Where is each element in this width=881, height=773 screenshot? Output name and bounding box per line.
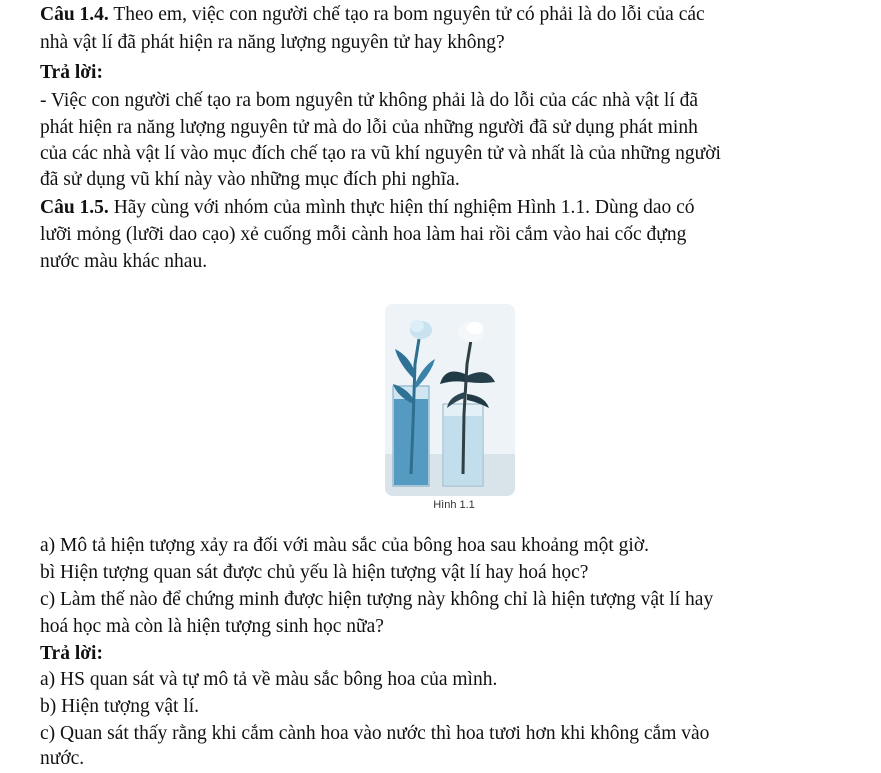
answer-1-line-3: của các nhà vật lí vào mục đích chế tạo ra vũ khí nguyên tử và nhất là của những người — [40, 143, 721, 164]
question-1-5-text-1: Hãy cùng với nhóm của mình thực hiện thí nghiệm Hình 1.1. Dùng dao có — [108, 197, 695, 218]
question-part-a: a) Mô tả hiện tượng xảy ra đối với màu sắc của bông hoa sau khoảng một giờ. — [40, 535, 650, 556]
question-1-5-line-1 — [40, 195, 695, 221]
question-1-4-text-1: Theo em, việc con người chế tạo ra bom nguyên tử có phải là do lỗi của các — [108, 4, 705, 25]
flower-experiment-photo — [385, 304, 515, 496]
question-1-4-label: Câu 1.4. — [40, 4, 109, 25]
answer-2-heading: Trả lời: — [40, 643, 103, 664]
question-1-4-line-1 — [40, 2, 705, 28]
answer-2-line-c-2: nước. — [40, 748, 85, 769]
question-part-c-line-2: hoá học mà còn là hiện tượng sinh học nữa? — [40, 616, 384, 637]
answer-1-line-4: đã sử dụng vũ khí này vào những mục đích phi nghĩa. — [40, 169, 460, 190]
question-1-5-line-3: nước màu khác nhau. — [40, 251, 208, 272]
figure-caption: Hình 1.1 — [433, 499, 475, 511]
answer-2-line-b: b) Hiện tượng vật lí. — [40, 696, 199, 717]
flower-glasses-illustration — [385, 304, 515, 496]
question-part-b: bì Hiện tượng quan sát được chủ yếu là hiện tượng vật lí hay hoá học? — [40, 562, 589, 583]
answer-1-line-2: phát hiện ra năng lượng nguyên tử mà do lỗi của những người đã sử dụng phát minh — [40, 117, 698, 138]
question-1-5-label: Câu 1.5. — [40, 197, 109, 218]
answer-2-line-a: a) HS quan sát và tự mô tả về màu sắc bông hoa của mình. — [40, 669, 498, 690]
answer-1-heading: Trả lời: — [40, 62, 103, 83]
answer-2-line-c-1: c) Quan sát thấy rằng khi cắm cành hoa vào nước thì hoa tươi hơn khi không cắm vào — [40, 723, 710, 744]
question-1-4-line-2: nhà vật lí đã phát hiện ra năng lượng nguyên tử hay không? — [40, 32, 505, 53]
question-part-c-line-1: c) Làm thế nào để chứng minh được hiện tượng này không chỉ là hiện tượng vật lí hay — [40, 589, 714, 610]
question-1-5-line-2: lưỡi mỏng (lưỡi dao cạo) xẻ cuống mỗi cành hoa làm hai rồi cắm vào hai cốc đựng — [40, 224, 687, 245]
answer-1-line-1: - Việc con người chế tạo ra bom nguyên tử không phải là do lỗi của các nhà vật lí đã — [40, 90, 699, 111]
